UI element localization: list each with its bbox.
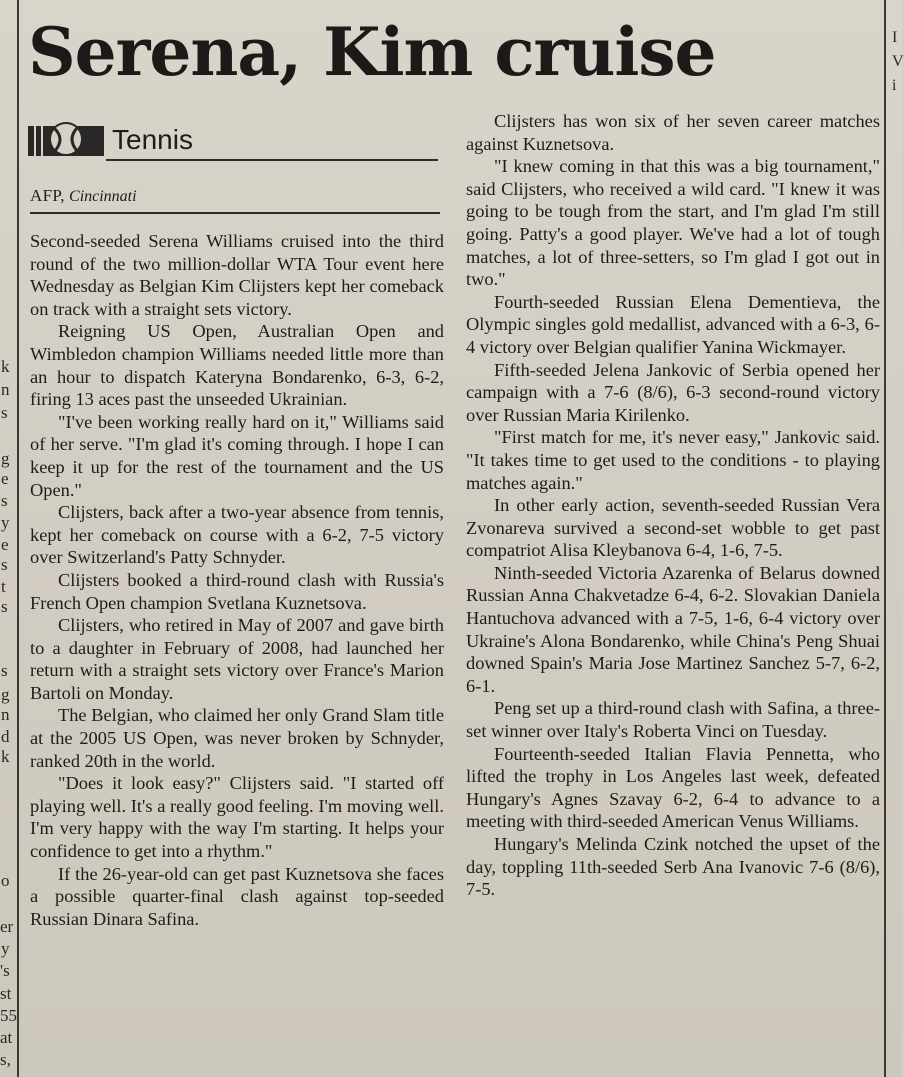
margin-fragment: k — [1, 747, 10, 766]
right-column-rule — [884, 0, 886, 1077]
margin-fragment: t — [1, 577, 6, 596]
section-label: Tennis — [112, 124, 193, 155]
margin-fragment: er — [0, 917, 14, 936]
margin-fragment: s, — [0, 1050, 11, 1069]
paragraph: "First match for me, it's never easy," Jankovic said. "It takes time to get used to the conditions - to playing matches again." — [466, 427, 880, 493]
margin-fragment: at — [0, 1028, 13, 1047]
paragraph: Clijsters booked a third-round clash with Russia's French Open champion Svetlana Kuznetsova. — [30, 569, 444, 613]
paragraph: In other early action, seventh-seeded Russian Vera Zvonareva survived a second-set wobble to get past compatriot Alisa Kleybanova 6-4, 1-6, 7-5. — [466, 495, 880, 561]
byline-agency: AFP, — [30, 186, 65, 205]
byline — [30, 186, 137, 207]
margin-fragment: s — [1, 661, 8, 680]
margin-fragment: s — [1, 491, 8, 510]
margin-fragment: y — [1, 939, 10, 958]
paragraph: The Belgian, who claimed her only Grand Slam title at the 2005 US Open, was never broken by Schnyder, ranked 20th in the world. — [30, 705, 444, 771]
paragraph: "I've been working really hard on it," Williams said of her serve. "I'm glad it's coming through. I hope I can keep it up for the rest of the tournament and the US Open." — [30, 411, 444, 500]
paragraph: Fourth-seeded Russian Elena Dementieva, the Olympic singles gold medallist, advanced with a 6-3, 6-4 victory over Belgian qualifier Yanina Wickmayer. — [466, 291, 880, 357]
margin-fragment: 55 — [0, 1006, 17, 1025]
margin-fragment: 's — [0, 961, 10, 980]
margin-fragment: i — [892, 77, 897, 94]
margin-fragment: s — [1, 597, 8, 616]
section-tag — [28, 120, 438, 160]
margin-fragment: g — [1, 449, 10, 468]
margin-fragment: d — [1, 727, 10, 746]
paragraph: Clijsters has won six of her seven career matches against Kuznetsova. — [466, 111, 880, 154]
paragraph: "Does it look easy?" Clijsters said. "I started off playing well. It's a really good feeling. I'm moving well. I'm very happy with the way I'm starting. It helps your confidence to get into a rhythm." — [30, 773, 444, 862]
margin-fragment: V — [892, 53, 904, 70]
margin-fragment: k — [1, 357, 10, 376]
paragraph: "I knew coming in that this was a big tournament," said Clijsters, who received a wild card. "I knew it was going to be tough from the start, and I'm glad I'm still going. Patty's a good player. We've had a lot of tough matches, a lot of three-setters, so I'm glad I got out in two." — [466, 156, 880, 290]
paragraph: If the 26-year-old can get past Kuznetsova she faces a possible quarter-final clash against top-seeded Russian Dinara Safina. — [30, 863, 444, 929]
headline: Serena, Kim cruise — [28, 13, 716, 91]
paragraph: Hungary's Melinda Czink notched the upset of the day, toppling 11th-seeded Serb Ana Ivanovic 7-6 (8/6), 7-5. — [466, 834, 880, 900]
section-underline — [106, 159, 438, 161]
article-column-right — [466, 110, 880, 901]
margin-fragment: o — [1, 871, 10, 890]
margin-fragment: g — [1, 685, 10, 704]
paragraph: Fifth-seeded Jelena Jankovic of Serbia opened her campaign with a 7-6 (8/6), 6-3 second-round victory over Russian Maria Kirilenko. — [466, 359, 880, 425]
byline-place: Cincinnati — [69, 188, 137, 205]
left-margin-cropped-text — [0, 0, 16, 1077]
margin-fragment: e — [1, 535, 9, 554]
tennis-ball-icon — [28, 122, 104, 158]
margin-fragment: n — [1, 380, 10, 399]
margin-fragment: s — [1, 555, 8, 574]
paragraph: Second-seeded Serena Williams cruised into the third round of the two million-dollar WTA Tour event here Wednesday as Belgian Kim Clijsters kept her comeback on track with a straight sets victory. — [30, 231, 444, 319]
paragraph: Ninth-seeded Victoria Azarenka of Belarus downed Russian Anna Chakvetadze 6-4, 6-2. Slovakian Daniela Hantuchova advanced with a 7-5, 1-6, 6-4 victory over Ukraine's Alona Bondarenko, while China's Peng Shuai downed Spain's Maria Jose Martinez Sanchez 5-7, 6-2, 6-1. — [466, 562, 880, 696]
left-column-rule — [17, 0, 19, 1077]
paragraph: Fourteenth-seeded Italian Flavia Pennetta, who lifted the trophy in Los Angeles last week, defeated Hungary's Agnes Szavay 6-2, 6-4 to advance to a meeting with third-seeded American Venus Williams. — [466, 743, 880, 832]
margin-fragment: n — [1, 705, 10, 724]
byline-rule — [30, 212, 440, 214]
margin-fragment: e — [1, 469, 9, 488]
paragraph: Peng set up a third-round clash with Safina, a three-set winner over Italy's Roberta Vinci on Tuesday. — [466, 698, 880, 742]
margin-fragment: s — [1, 403, 8, 422]
article-column-left — [30, 230, 444, 930]
margin-fragment: st — [0, 984, 12, 1003]
margin-fragment: y — [1, 513, 10, 532]
paragraph: Clijsters, back after a two-year absence from tennis, kept her comeback on course with a 6-2, 7-5 victory over Switzerland's Patty Schnyder. — [30, 502, 444, 568]
paragraph: Clijsters, who retired in May of 2007 and gave birth to a daughter in February of 2008, had launched her return with a straight sets victory over France's Marion Bartoli on Monday. — [30, 615, 444, 703]
margin-fragment: I — [892, 29, 898, 46]
paragraph: Reigning US Open, Australian Open and Wimbledon champion Williams needed little more than an hour to dispatch Kateryna Bondarenko, 6-3, 6-2, firing 13 aces past the unseeded Ukrainian. — [30, 321, 444, 410]
